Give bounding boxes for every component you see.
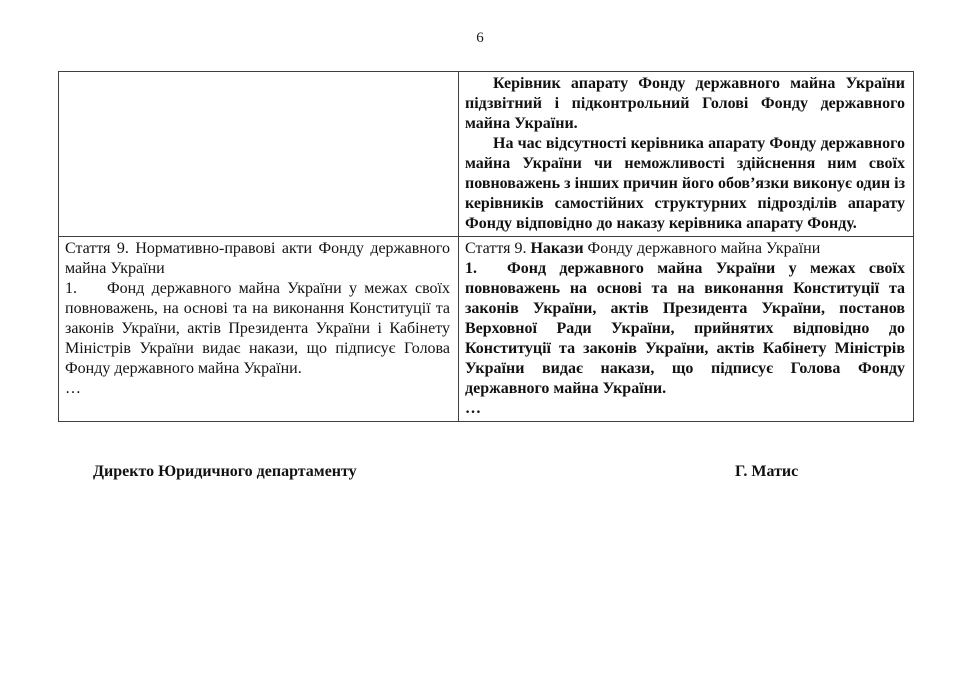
article-heading-suffix: Фонду державного майна України bbox=[583, 240, 821, 257]
numbered-item-old bbox=[65, 279, 450, 379]
numbered-item-new bbox=[465, 259, 905, 399]
article-heading-text: Стаття 9. Нормативно-правові акти Фонду державного майна України bbox=[65, 240, 450, 277]
item-text: Фонд державного майна України у межах своїх повноважень на основі та на виконання Конституції та законів України, актів Президента України, постанов Верховної Ради України, прийнятих відповідно до Конституції та законів України, актів Кабінету Міністрів України видає накази, що підписує Голова Фонду державного майна України. bbox=[465, 260, 905, 397]
page-number: 6 bbox=[476, 30, 484, 46]
row1-left-cell bbox=[59, 72, 459, 237]
signatory-name: Г. Матис bbox=[735, 463, 799, 480]
row2-right-cell bbox=[459, 237, 914, 422]
comparison-table bbox=[58, 71, 914, 422]
item-number: 1. bbox=[65, 280, 77, 297]
item-number: 1. bbox=[465, 260, 477, 277]
signatory-title: Директо Юридичного департаменту bbox=[93, 463, 357, 480]
article-heading-prefix: Стаття 9. bbox=[465, 240, 531, 257]
article-9-heading-old bbox=[65, 239, 450, 279]
article-heading-emphasis: Накази bbox=[530, 240, 584, 257]
row2-left-cell bbox=[59, 237, 459, 422]
paragraph-kerivnyk-aparatu: Керівник апарату Фонду державного майна України підзвітний і підконтрольний Голові Фонду державного майна України. bbox=[465, 75, 905, 132]
ellipsis-marker: … bbox=[465, 400, 481, 417]
row1-right-cell bbox=[459, 72, 914, 237]
table-row bbox=[59, 72, 914, 237]
paragraph-na-chas-vidsutnosti: На час відсутності керівника апарату Фонду державного майна України чи неможливості здійснення ним своїх повноважень з інших причин його обов’язки виконує один із керівників самостійних структурних підрозділів апарату Фонду відповідно до наказу керівника апарату Фонду. bbox=[465, 135, 905, 232]
article-9-heading-new bbox=[465, 239, 905, 259]
table-row bbox=[59, 237, 914, 422]
item-text: Фонд державного майна України у межах своїх повноважень, на основі та на виконання Конституції та законів України, актів Президента України і Кабінету Міністрів України видає накази, що підписує Голова Фонду державного майна України. bbox=[65, 280, 450, 377]
ellipsis-marker: … bbox=[65, 380, 81, 397]
